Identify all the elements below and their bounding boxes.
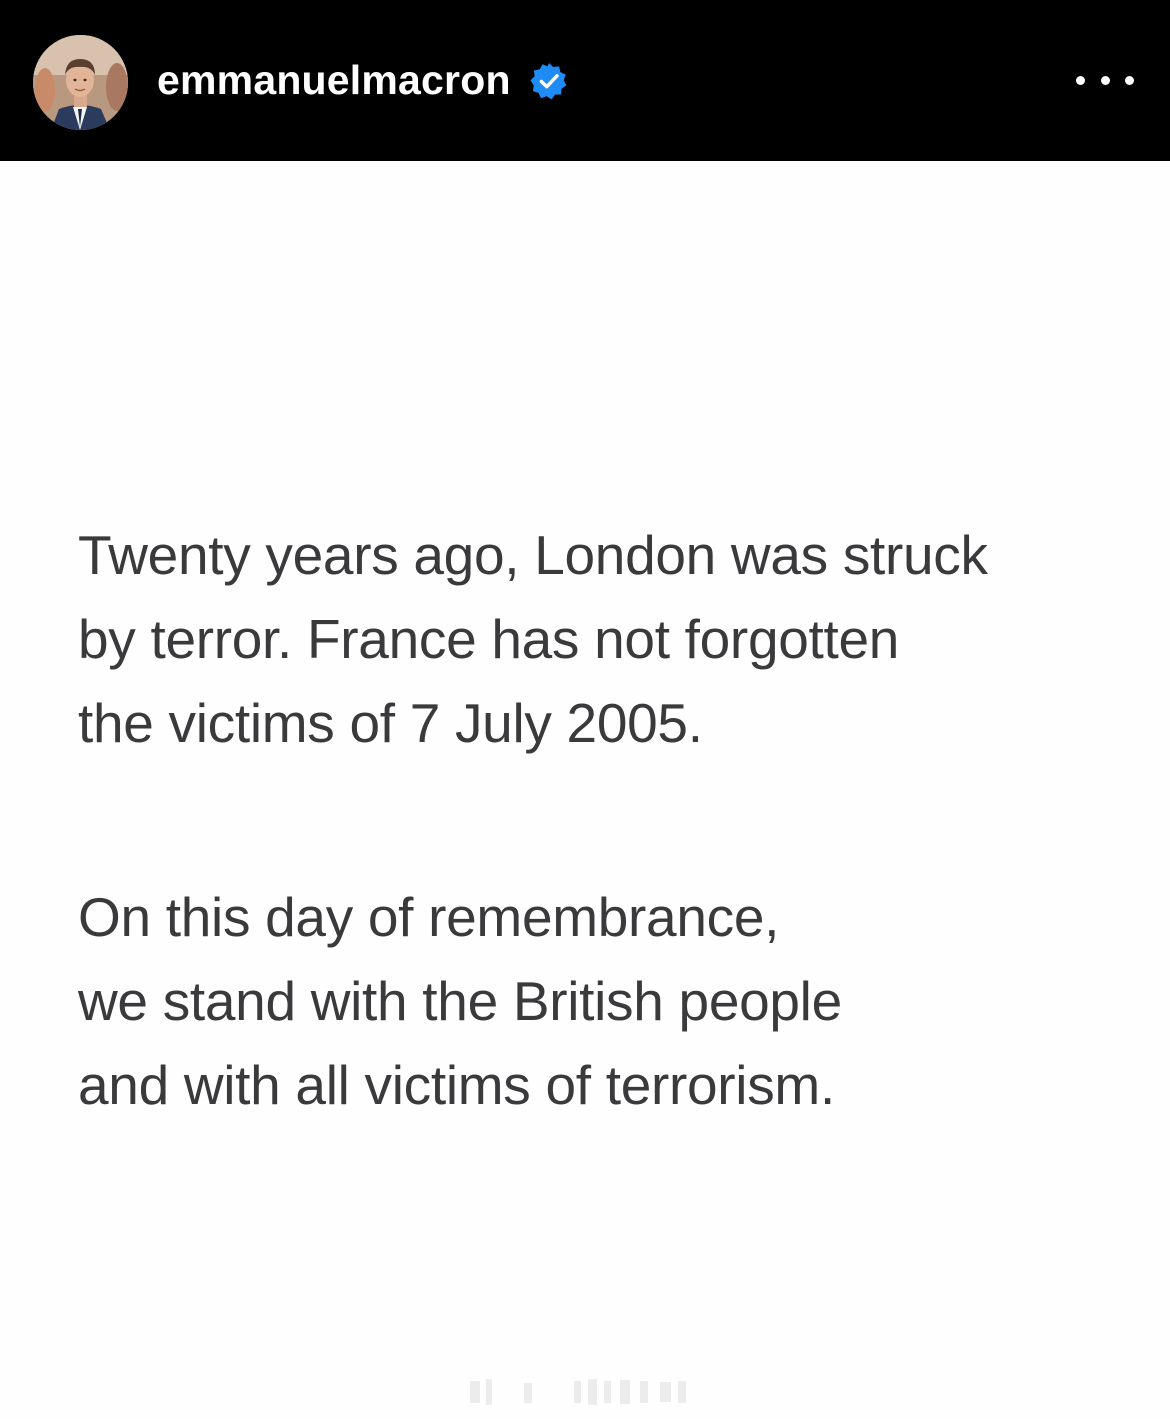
username[interactable]: emmanuelmacron [157, 57, 511, 103]
post-text-paragraph-1: Twenty years ago, London was struck by terror. France has not forgotten the victims of 7 July 2005. [78, 524, 988, 754]
dot [1101, 76, 1110, 85]
avatar[interactable] [33, 35, 128, 130]
verified-badge-icon [530, 62, 568, 100]
post-header [0, 0, 1170, 161]
post-text-paragraph-2: On this day of remembrance, we stand with the British people and with all victims of terrorism. [78, 886, 842, 1116]
more-options-icon[interactable] [1076, 60, 1134, 100]
dot [1125, 76, 1134, 85]
dot [1076, 76, 1085, 85]
post-image[interactable] [0, 161, 1170, 1419]
faint-watermark-artifact [464, 1377, 704, 1407]
profile-photo [33, 35, 128, 130]
